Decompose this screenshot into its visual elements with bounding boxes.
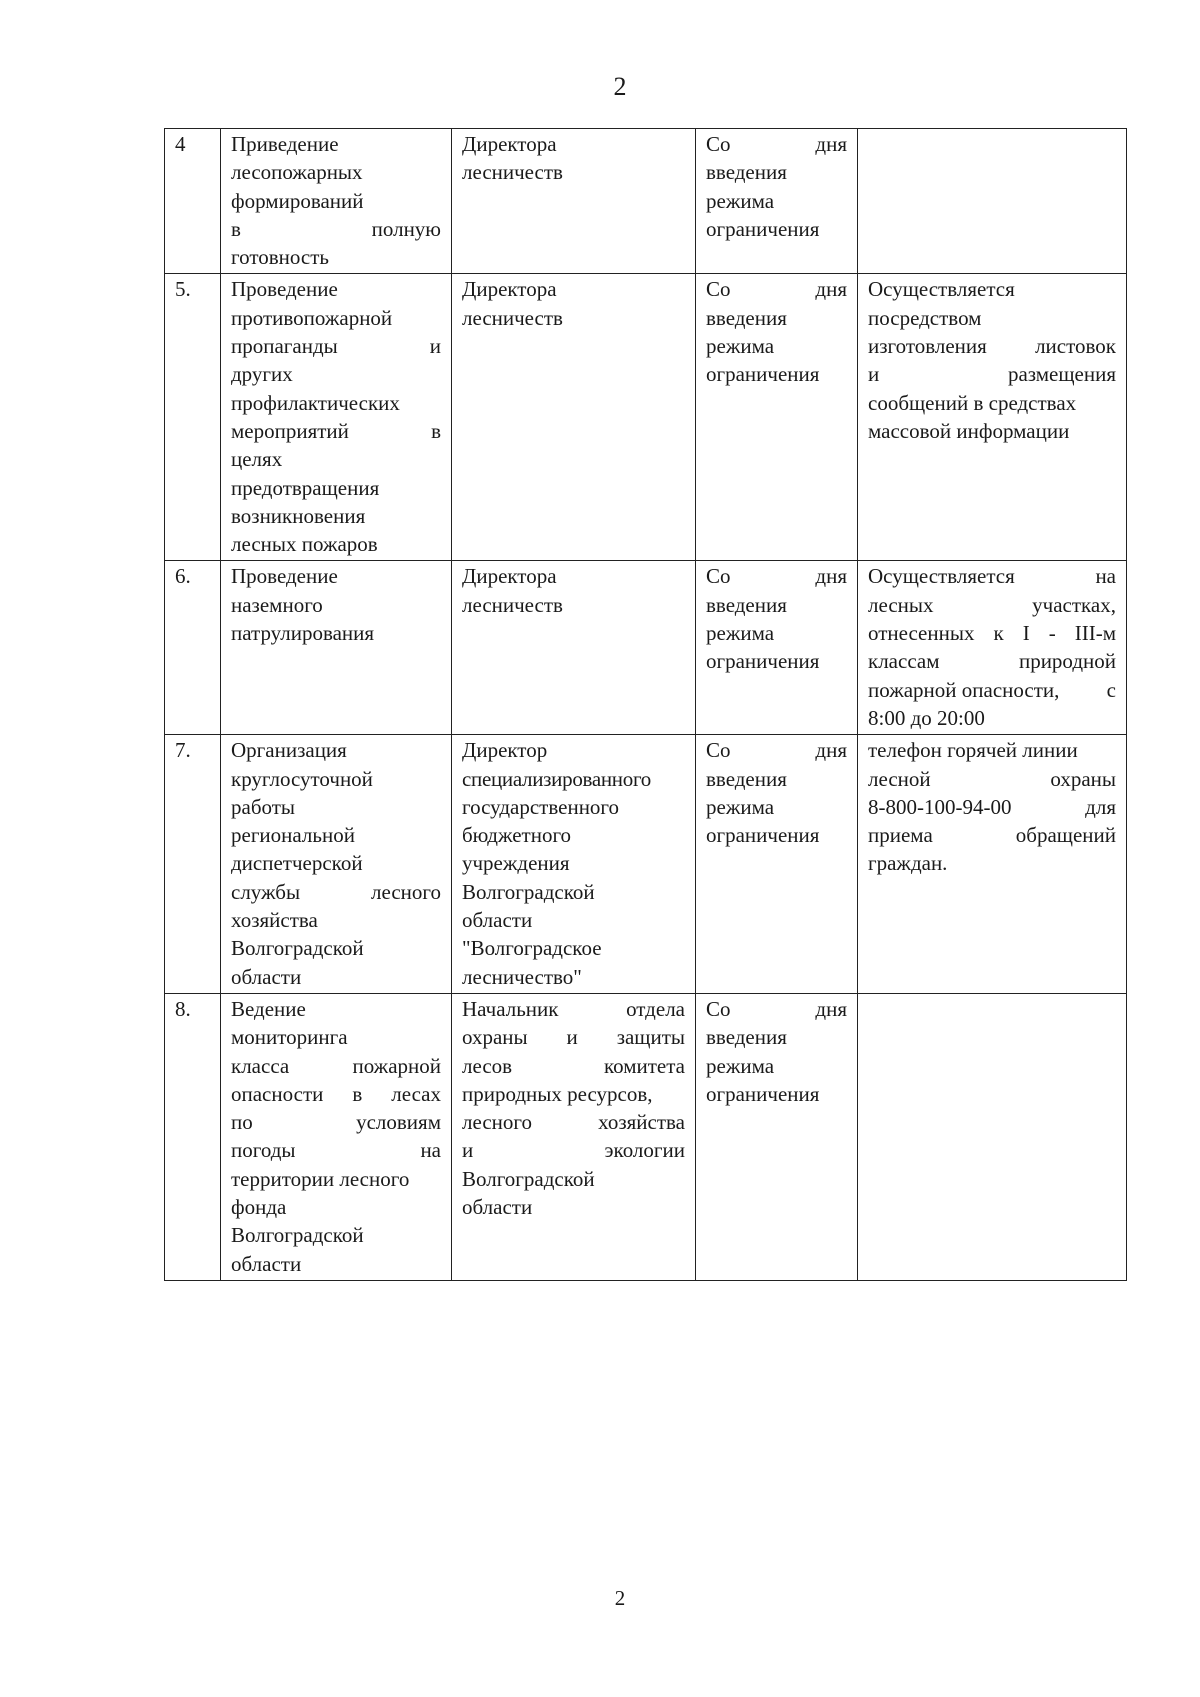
note-cell <box>858 129 1127 274</box>
cell-line: режима <box>706 1053 775 1078</box>
cell-line: лесничеств <box>462 305 563 330</box>
cell-line: Осуществляется на <box>868 564 1116 589</box>
term-cell <box>696 274 858 561</box>
cell-line: пропаганды и <box>231 334 441 359</box>
cell-line: Со дня <box>706 132 847 156</box>
cell-line: отнесенных к I - III-м <box>868 621 1116 646</box>
cell-line: области <box>462 1194 533 1219</box>
cell-line: Волгоградской <box>462 879 595 904</box>
cell-line: других <box>231 362 293 387</box>
cell-line: природных ресурсов, <box>462 1081 653 1106</box>
cell-line: Организация <box>231 738 347 763</box>
cell-line: и размещения <box>868 362 1116 387</box>
note-cell <box>858 735 1127 994</box>
cell-line: Ведение <box>231 996 306 1021</box>
cell-line: готовность <box>231 245 329 270</box>
cell-line: пожарной опасности, с <box>868 677 1116 702</box>
responsible-cell <box>452 274 696 561</box>
page-number-top: 2 <box>613 72 627 101</box>
cell-line: Директора <box>462 132 557 156</box>
cell-line: класса пожарной <box>231 1053 441 1078</box>
table-row <box>165 561 1127 735</box>
cell-line: формирований <box>231 188 364 213</box>
cell-line: лесного хозяйства <box>462 1110 685 1135</box>
note-cell <box>858 993 1127 1280</box>
cell-line: Волгоградской <box>462 1166 595 1191</box>
cell-line: специализированного <box>462 766 651 791</box>
note-cell <box>858 274 1127 561</box>
event-cell <box>221 735 452 994</box>
cell-line: ограничения <box>706 1081 820 1106</box>
row-number: 4 <box>165 129 221 274</box>
cell-line: мониторинга <box>231 1025 348 1050</box>
term-cell <box>696 735 858 994</box>
cell-line: Приведение <box>231 132 339 156</box>
cell-line: Волгоградской <box>231 1223 364 1248</box>
cell-line: Осуществляется <box>868 277 1015 302</box>
cell-line: изготовления листовок <box>868 334 1116 359</box>
cell-line: сообщений в средствах <box>868 390 1077 415</box>
cell-line: и экологии <box>462 1138 685 1163</box>
responsible-cell <box>452 561 696 735</box>
cell-line: режима <box>706 621 775 646</box>
cell-line: посредством <box>868 305 982 330</box>
responsible-cell <box>452 993 696 1280</box>
cell-line: патрулирования <box>231 621 375 646</box>
term-cell <box>696 561 858 735</box>
cell-line: Начальник отдела <box>462 996 685 1021</box>
cell-line: Директор <box>462 738 548 763</box>
cell-line: службы лесного <box>231 879 441 904</box>
cell-line: противопожарной <box>231 305 393 330</box>
table-row <box>165 735 1127 994</box>
term-cell <box>696 993 858 1280</box>
event-cell <box>221 993 452 1280</box>
cell-line: телефон горячей линии <box>868 738 1078 763</box>
event-cell <box>221 274 452 561</box>
cell-line: погоды на <box>231 1138 441 1163</box>
cell-line: Волгоградской <box>231 936 364 961</box>
cell-line: ограничения <box>706 823 820 848</box>
table-row <box>165 993 1127 1280</box>
event-cell <box>221 561 452 735</box>
table-row <box>165 129 1127 274</box>
cell-line: бюджетного <box>462 823 572 848</box>
cell-line: лесных пожаров <box>231 532 378 557</box>
fire-measures-table <box>164 128 1127 1281</box>
cell-line: классам природной <box>868 649 1116 674</box>
cell-line: введения <box>706 1025 787 1050</box>
cell-line: приема обращений <box>868 823 1116 848</box>
cell-line: введения <box>706 766 787 791</box>
cell-line: 8-800-100-94-00 для <box>868 794 1116 819</box>
cell-line: лесничеств <box>462 592 563 617</box>
cell-line: фонда <box>231 1194 287 1219</box>
cell-line: Директора <box>462 277 557 302</box>
cell-line: области <box>231 964 302 989</box>
cell-line: хозяйства <box>231 908 318 933</box>
cell-line: региональной <box>231 823 355 848</box>
cell-line: диспетчерской <box>231 851 363 876</box>
cell-line: охраны и защиты <box>462 1025 685 1050</box>
cell-line: Со дня <box>706 564 847 589</box>
cell-line: ограничения <box>706 216 820 241</box>
cell-line: круглосуточной <box>231 766 373 791</box>
cell-line: Со дня <box>706 996 847 1021</box>
cell-line: области <box>462 908 533 933</box>
responsible-cell <box>452 129 696 274</box>
cell-line: территории лесного <box>231 1166 410 1191</box>
cell-line: введения <box>706 160 787 185</box>
cell-line: Со дня <box>706 277 847 302</box>
cell-line: ограничения <box>706 362 820 387</box>
page-number-bottom: 2 <box>614 1586 626 1610</box>
note-cell <box>858 561 1127 735</box>
cell-line: целях <box>231 447 283 472</box>
row-number: 8. <box>165 993 221 1280</box>
cell-line: мероприятий в <box>231 418 441 443</box>
cell-line: опасности в лесах <box>231 1081 441 1106</box>
cell-line: лесничество" <box>462 964 582 989</box>
cell-line: граждан. <box>868 851 948 876</box>
cell-line: государственного <box>462 794 620 819</box>
cell-line: ограничения <box>706 649 820 674</box>
cell-line: в полную <box>231 216 441 241</box>
cell-line: наземного <box>231 592 323 617</box>
row-number: 6. <box>165 561 221 735</box>
cell-line: лесопожарных <box>231 160 363 185</box>
term-cell <box>696 129 858 274</box>
cell-line: работы <box>231 794 296 819</box>
cell-line: предотвращения <box>231 475 380 500</box>
table-row <box>165 274 1127 561</box>
cell-line: введения <box>706 592 787 617</box>
cell-line: Проведение <box>231 564 338 589</box>
cell-line: "Волгоградское <box>462 936 602 961</box>
cell-line: Проведение <box>231 277 338 302</box>
cell-line: Директора <box>462 564 557 589</box>
cell-line: 8:00 до 20:00 <box>868 705 985 730</box>
cell-line: профилактических <box>231 390 400 415</box>
row-number: 7. <box>165 735 221 994</box>
cell-line: лесов комитета <box>462 1053 685 1078</box>
cell-line: лесных участках, <box>868 592 1116 617</box>
cell-line: возникновения <box>231 503 366 528</box>
cell-line: массовой информации <box>868 418 1070 443</box>
cell-line: Со дня <box>706 738 847 763</box>
row-number: 5. <box>165 274 221 561</box>
cell-line: введения <box>706 305 787 330</box>
cell-line: лесничеств <box>462 160 563 185</box>
cell-line: области <box>231 1251 302 1276</box>
cell-line: учреждения <box>462 851 570 876</box>
cell-line: режима <box>706 794 775 819</box>
cell-line: режима <box>706 188 775 213</box>
cell-line: по условиям <box>231 1110 441 1135</box>
responsible-cell <box>452 735 696 994</box>
cell-line: режима <box>706 334 775 359</box>
event-cell <box>221 129 452 274</box>
cell-line: лесной охраны <box>868 766 1116 791</box>
